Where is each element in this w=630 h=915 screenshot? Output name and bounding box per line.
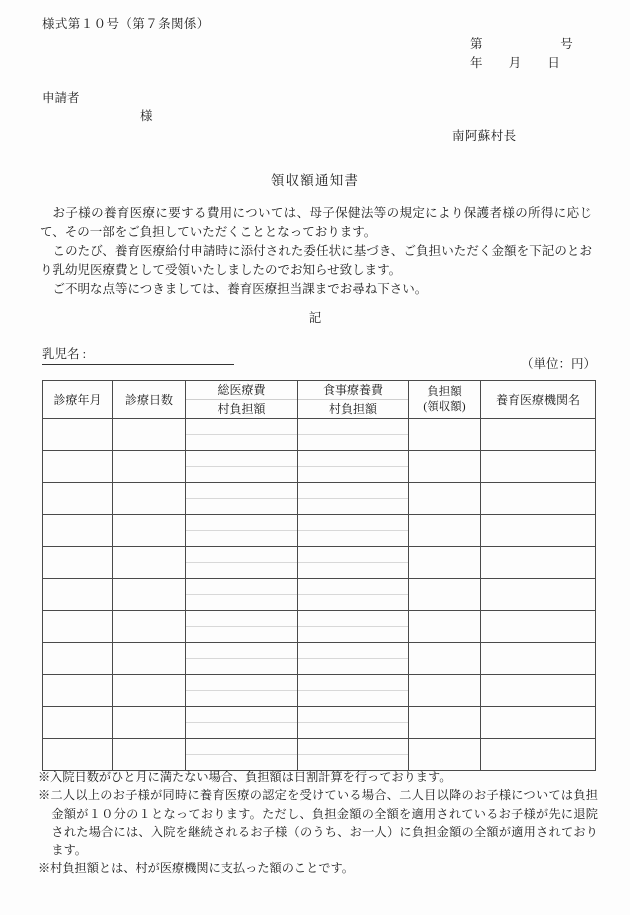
cell-burden-amount[interactable] bbox=[409, 483, 481, 515]
column-header-total-medical-cost-bottom: 村負担額 bbox=[217, 402, 266, 416]
cell-treatment-days[interactable] bbox=[113, 707, 186, 739]
table-row[interactable] bbox=[43, 483, 596, 515]
cell-meal-care-cost[interactable] bbox=[298, 611, 409, 643]
cell-burden-amount[interactable] bbox=[409, 611, 481, 643]
cell-total-medical-cost-bottom[interactable] bbox=[186, 531, 297, 546]
cell-meal-care-cost-bottom[interactable] bbox=[298, 659, 408, 674]
cell-treatment-month[interactable] bbox=[43, 419, 113, 451]
cell-total-medical-cost-top[interactable] bbox=[186, 515, 297, 531]
column-header-meal-care-cost bbox=[298, 381, 409, 419]
cell-treatment-month[interactable] bbox=[43, 675, 113, 707]
cell-total-medical-cost-top[interactable] bbox=[186, 675, 297, 691]
cell-burden-amount[interactable] bbox=[409, 515, 481, 547]
cell-total-medical-cost-top[interactable] bbox=[186, 451, 297, 467]
cell-meal-care-cost-bottom[interactable] bbox=[298, 723, 408, 738]
column-header-burden-amount-line1: 負担額 bbox=[427, 386, 462, 399]
cell-meal-care-cost-top[interactable] bbox=[298, 451, 408, 467]
cell-meal-care-cost[interactable] bbox=[298, 483, 409, 515]
cell-total-medical-cost-bottom[interactable] bbox=[186, 723, 297, 738]
cell-meal-care-cost-top[interactable] bbox=[298, 483, 408, 499]
cell-burden-amount[interactable] bbox=[409, 643, 481, 675]
payment-table bbox=[42, 380, 596, 771]
applicant-honorific: 様 bbox=[140, 109, 153, 123]
table-row[interactable] bbox=[43, 419, 596, 451]
cell-total-medical-cost[interactable] bbox=[186, 675, 298, 707]
cell-meal-care-cost[interactable] bbox=[298, 515, 409, 547]
table-row[interactable] bbox=[43, 547, 596, 579]
cell-total-medical-cost-bottom[interactable] bbox=[186, 467, 297, 482]
cell-burden-amount[interactable] bbox=[409, 547, 481, 579]
cell-institution-name[interactable] bbox=[481, 419, 596, 451]
column-header-total-medical-cost bbox=[186, 381, 298, 419]
table-row[interactable] bbox=[43, 675, 596, 707]
table-row[interactable] bbox=[43, 643, 596, 675]
cell-meal-care-cost[interactable] bbox=[298, 419, 409, 451]
cell-total-medical-cost[interactable] bbox=[186, 547, 298, 579]
cell-meal-care-cost-top[interactable] bbox=[298, 739, 408, 755]
cell-total-medical-cost-top[interactable] bbox=[186, 611, 297, 627]
cell-burden-amount[interactable] bbox=[409, 451, 481, 483]
cell-institution-name[interactable] bbox=[481, 483, 596, 515]
column-header-burden-amount-line2: (領収額) bbox=[423, 400, 466, 413]
form-number: 様式第１０号（第７条関係） bbox=[42, 17, 210, 31]
cell-treatment-month[interactable] bbox=[43, 739, 113, 771]
footnote-3: ※村負担額とは、村が医療機関に支払った額のことです。 bbox=[38, 861, 354, 876]
cell-total-medical-cost[interactable] bbox=[186, 707, 298, 739]
table-row[interactable] bbox=[43, 579, 596, 611]
cell-institution-name[interactable] bbox=[481, 643, 596, 675]
cell-total-medical-cost-top[interactable] bbox=[186, 547, 297, 563]
column-header-meal-care-cost-bottom: 村負担額 bbox=[328, 402, 377, 416]
cell-meal-care-cost-bottom[interactable] bbox=[298, 691, 408, 706]
table-header bbox=[43, 381, 596, 419]
cell-total-medical-cost-top[interactable] bbox=[186, 483, 297, 499]
cell-treatment-days[interactable] bbox=[113, 739, 186, 771]
cell-total-medical-cost-bottom[interactable] bbox=[186, 595, 297, 610]
table-row[interactable] bbox=[43, 739, 596, 771]
cell-total-medical-cost[interactable] bbox=[186, 515, 298, 547]
table-row[interactable] bbox=[43, 707, 596, 739]
cell-total-medical-cost[interactable] bbox=[186, 419, 298, 451]
cell-total-medical-cost-bottom[interactable] bbox=[186, 563, 297, 578]
column-header-burden-amount bbox=[409, 381, 481, 419]
cell-total-medical-cost[interactable] bbox=[186, 739, 298, 771]
cell-treatment-month[interactable] bbox=[43, 579, 113, 611]
cell-burden-amount[interactable] bbox=[409, 675, 481, 707]
kigo-marker: 記 bbox=[308, 311, 322, 325]
table-row[interactable] bbox=[43, 451, 596, 483]
cell-meal-care-cost-top[interactable] bbox=[298, 611, 408, 627]
footnote-1: ※入院日数がひと月に満たない場合、負担額は日割計算を行っております。 bbox=[38, 770, 452, 784]
cell-institution-name[interactable] bbox=[481, 611, 596, 643]
cell-total-medical-cost[interactable] bbox=[186, 611, 298, 643]
cell-meal-care-cost-top[interactable] bbox=[298, 675, 408, 691]
cell-institution-name[interactable] bbox=[481, 739, 596, 771]
cell-total-medical-cost[interactable] bbox=[186, 579, 298, 611]
body-paragraph-1: お子様の養育医療に要する費用については、母子保健法等の規定により保護者様の所得に応じて、その一部をご負担していただくこととなっております。 bbox=[40, 206, 592, 239]
cell-treatment-days[interactable] bbox=[113, 579, 186, 611]
cell-meal-care-cost-top[interactable] bbox=[298, 419, 408, 435]
cell-total-medical-cost-top[interactable] bbox=[186, 739, 297, 755]
cell-meal-care-cost-bottom[interactable] bbox=[298, 563, 408, 578]
cell-total-medical-cost-top[interactable] bbox=[186, 643, 297, 659]
body-text bbox=[40, 204, 592, 299]
cell-meal-care-cost-top[interactable] bbox=[298, 547, 408, 563]
footnote-2: ※二人以上のお子様が同時に養育医療の認定を受けている場合、二人目以降のお子様については負担金額が１０分の１となっております。ただし、負担金額の全額を適用されているお子様が先に退院された場合には、入院を継続されるお子様（のうち、お一人）に負担金額の全額が適用されております。 bbox=[38, 788, 598, 858]
cell-total-medical-cost-bottom[interactable] bbox=[186, 659, 297, 674]
page-title: 領収額通知書 bbox=[270, 173, 360, 188]
cell-meal-care-cost[interactable] bbox=[298, 451, 409, 483]
cell-treatment-days[interactable] bbox=[113, 483, 186, 515]
cell-burden-amount[interactable] bbox=[409, 739, 481, 771]
cell-treatment-days[interactable] bbox=[113, 675, 186, 707]
cell-total-medical-cost-bottom[interactable] bbox=[186, 691, 297, 706]
body-paragraph-3: ご不明な点等につきましては、養育医療担当課までお尋ね下さい。 bbox=[52, 282, 428, 296]
cell-treatment-month[interactable] bbox=[43, 483, 113, 515]
cell-total-medical-cost-bottom[interactable] bbox=[186, 627, 297, 642]
cell-total-medical-cost-top[interactable] bbox=[186, 707, 297, 723]
cell-burden-amount[interactable] bbox=[409, 419, 481, 451]
column-header-institution-name: 養育医療機関名 bbox=[481, 381, 596, 419]
cell-institution-name[interactable] bbox=[481, 579, 596, 611]
cell-total-medical-cost[interactable] bbox=[186, 483, 298, 515]
table-header-row bbox=[43, 381, 596, 419]
payment-table-wrapper bbox=[42, 380, 595, 771]
cell-meal-care-cost-top[interactable] bbox=[298, 579, 408, 595]
cell-total-medical-cost-bottom[interactable] bbox=[186, 499, 297, 514]
cell-treatment-month[interactable] bbox=[43, 515, 113, 547]
cell-treatment-days[interactable] bbox=[113, 643, 186, 675]
unit-note: （単位：円） bbox=[520, 357, 596, 371]
document-date-line: 年 月 日 bbox=[470, 55, 561, 70]
cell-treatment-month[interactable] bbox=[43, 707, 113, 739]
footnotes bbox=[38, 768, 598, 878]
cell-meal-care-cost-bottom[interactable] bbox=[298, 531, 408, 546]
body-paragraph-2: このたび、養育医療給付申請時に添付された委任状に基づき、ご負担いただく金額を下記のとおり乳幼児医療費として受領いたしましたのでお知らせ致します。 bbox=[40, 244, 592, 277]
cell-burden-amount[interactable] bbox=[409, 579, 481, 611]
applicant-label: 申請者 bbox=[42, 91, 80, 105]
cell-treatment-days[interactable] bbox=[113, 611, 186, 643]
cell-treatment-days[interactable] bbox=[113, 515, 186, 547]
table-row[interactable] bbox=[43, 515, 596, 547]
child-name-field[interactable]: 乳児名 : bbox=[42, 348, 234, 365]
cell-treatment-days[interactable] bbox=[113, 451, 186, 483]
cell-total-medical-cost-top[interactable] bbox=[186, 419, 297, 435]
table-row[interactable] bbox=[43, 611, 596, 643]
column-header-treatment-days: 診療日数 bbox=[113, 381, 186, 419]
column-header-meal-care-cost-top: 食事療養費 bbox=[298, 381, 408, 400]
cell-meal-care-cost[interactable] bbox=[298, 643, 409, 675]
cell-total-medical-cost-bottom[interactable] bbox=[186, 435, 297, 450]
cell-meal-care-cost[interactable] bbox=[298, 707, 409, 739]
cell-burden-amount[interactable] bbox=[409, 707, 481, 739]
cell-treatment-days[interactable] bbox=[113, 419, 186, 451]
issuer-name: 南阿蘇村長 bbox=[452, 129, 517, 143]
cell-treatment-month[interactable] bbox=[43, 643, 113, 675]
cell-meal-care-cost[interactable] bbox=[298, 547, 409, 579]
cell-meal-care-cost-top[interactable] bbox=[298, 515, 408, 531]
cell-meal-care-cost-bottom[interactable] bbox=[298, 595, 408, 610]
cell-meal-care-cost[interactable] bbox=[298, 675, 409, 707]
cell-institution-name[interactable] bbox=[481, 707, 596, 739]
cell-institution-name[interactable] bbox=[481, 547, 596, 579]
cell-meal-care-cost[interactable] bbox=[298, 579, 409, 611]
table-body bbox=[43, 419, 596, 771]
cell-meal-care-cost-bottom[interactable] bbox=[298, 499, 408, 514]
cell-meal-care-cost-top[interactable] bbox=[298, 707, 408, 723]
cell-meal-care-cost-bottom[interactable] bbox=[298, 467, 408, 482]
cell-meal-care-cost-top[interactable] bbox=[298, 643, 408, 659]
cell-treatment-month[interactable] bbox=[43, 451, 113, 483]
cell-total-medical-cost[interactable] bbox=[186, 451, 298, 483]
cell-institution-name[interactable] bbox=[481, 515, 596, 547]
cell-meal-care-cost[interactable] bbox=[298, 739, 409, 771]
cell-total-medical-cost[interactable] bbox=[186, 643, 298, 675]
cell-meal-care-cost-bottom[interactable] bbox=[298, 435, 408, 450]
cell-meal-care-cost-bottom[interactable] bbox=[298, 627, 408, 642]
cell-total-medical-cost-top[interactable] bbox=[186, 579, 297, 595]
column-header-treatment-month: 診療年月 bbox=[43, 381, 113, 419]
document-number-line: 第 号 bbox=[470, 37, 574, 51]
cell-treatment-month[interactable] bbox=[43, 547, 113, 579]
cell-treatment-days[interactable] bbox=[113, 547, 186, 579]
cell-treatment-month[interactable] bbox=[43, 611, 113, 643]
cell-institution-name[interactable] bbox=[481, 675, 596, 707]
column-header-total-medical-cost-top: 総医療費 bbox=[186, 381, 297, 400]
cell-institution-name[interactable] bbox=[481, 451, 596, 483]
document-number-block bbox=[470, 38, 600, 69]
